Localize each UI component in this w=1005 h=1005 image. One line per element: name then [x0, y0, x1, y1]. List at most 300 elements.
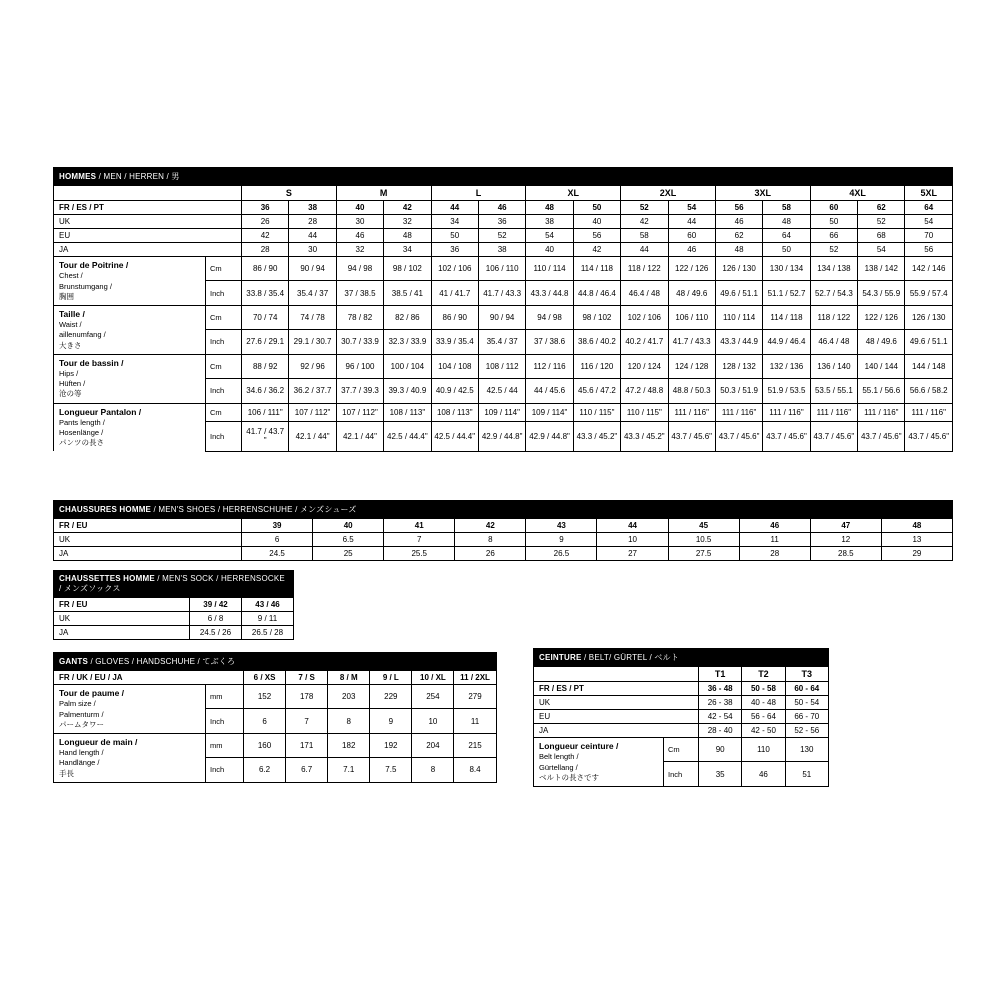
measurement-value: 111 / 116" [858, 403, 905, 421]
size-value: 50 [810, 215, 857, 229]
measurement-value: 46.4 / 48 [810, 330, 857, 354]
men-measurement-row-cm [54, 403, 953, 421]
size-value: 62 [715, 229, 762, 243]
measurement-value: 110 / 115" [573, 403, 620, 421]
measurement-label: Taille / Waist / aillenumfang / 大きさ [54, 305, 206, 354]
row-label: FR / ES / PT [534, 682, 699, 696]
measurement-value: 29.1 / 30.7 [289, 330, 336, 354]
size-value: 58 [621, 229, 668, 243]
size-value: 7 [384, 533, 455, 547]
measurement-value: 43.7 / 45.6" [715, 421, 762, 451]
measurement-value: 126 / 130 [715, 257, 762, 281]
measurement-value: 43.3 / 45.2" [573, 421, 620, 451]
socks-section-header [54, 571, 294, 598]
size-value: 48 [763, 215, 810, 229]
size-category: 4XL [810, 186, 905, 201]
size-value: 36 [478, 215, 525, 229]
size-category: 5XL [905, 186, 953, 201]
measurement-value: 132 / 136 [763, 354, 810, 378]
measurement-value: 112 / 116 [526, 354, 573, 378]
size-value: 27.5 [668, 547, 739, 561]
measurement-label: Longueur ceinture / Belt length / Gürtellang / ベルトの長さです [534, 738, 664, 787]
measurement-value: 203 [328, 685, 370, 709]
measurement-value: 178 [286, 685, 328, 709]
measurement-value: 8 [412, 758, 454, 782]
measurement-value: 124 / 128 [668, 354, 715, 378]
measurement-value: 7 [286, 709, 328, 733]
size-category: 3XL [715, 186, 810, 201]
size-value: 54 [526, 229, 573, 243]
measurement-value: 111 / 116" [905, 403, 953, 421]
size-value: 58 [763, 201, 810, 215]
measurement-value: 37.7 / 39.3 [336, 379, 383, 403]
men-measurement-row-cm [54, 257, 953, 281]
size-value: 54 [858, 243, 905, 257]
size-value: 68 [858, 229, 905, 243]
measurement-value: 144 / 148 [905, 354, 953, 378]
measurement-value: 94 / 98 [526, 305, 573, 329]
size-value: 28 [739, 547, 810, 561]
men-size-row [54, 215, 953, 229]
measurement-value: 9 [370, 709, 412, 733]
measurement-value: 39.3 / 40.9 [384, 379, 431, 403]
measurement-value: 41.7 / 43.3 [478, 281, 525, 305]
size-value: 50 [431, 229, 478, 243]
row-label: EU [534, 710, 699, 724]
unit-inch: Inch [206, 709, 244, 733]
measurement-value: 88 / 92 [242, 354, 289, 378]
measurement-value: 49.6 / 51.1 [905, 330, 953, 354]
measurement-value: 130 [785, 738, 828, 762]
unit-inch: Inch [206, 281, 242, 305]
measurement-value: 90 [699, 738, 742, 762]
row-label: FR / EU [54, 598, 190, 612]
size-value: 36 [242, 201, 289, 215]
size-value: 52 - 56 [785, 724, 828, 738]
measurement-value: 51 [785, 762, 828, 786]
measurement-value: 44.9 / 46.4 [763, 330, 810, 354]
size-value: 12 [810, 533, 881, 547]
size-value: 42 [384, 201, 431, 215]
size-value: 42 [242, 229, 289, 243]
measurement-value: 108 / 112 [478, 354, 525, 378]
measurement-value: 42.9 / 44.8" [526, 421, 573, 451]
unit-cm: Cm [206, 354, 242, 378]
size-value: 40 - 48 [742, 696, 785, 710]
measurement-value: 41 / 41.7 [431, 281, 478, 305]
size-value: 43 [526, 519, 597, 533]
measurement-value: 140 / 144 [858, 354, 905, 378]
measurement-value: 126 / 130 [905, 305, 953, 329]
measurement-value: 42.1 / 44" [336, 421, 383, 451]
measurement-value: 54.3 / 55.9 [858, 281, 905, 305]
size-value: 9 [526, 533, 597, 547]
measurement-value: 8.4 [454, 758, 496, 782]
size-value: 28 [289, 215, 336, 229]
section-title: GANTS / GLOVES / HANDSCHUHE / てぶくろ [54, 653, 497, 671]
size-value: 8 [455, 533, 526, 547]
size-value: 7 / S [286, 671, 328, 685]
measurement-value: 42.9 / 44.8" [478, 421, 525, 451]
gloves-measurement-row-mm [54, 685, 497, 709]
measurement-value: 136 / 140 [810, 354, 857, 378]
size-value: 50 [573, 201, 620, 215]
size-value: 34 [384, 243, 431, 257]
measurement-value: 108 / 113" [431, 403, 478, 421]
measurement-value: 44.8 / 46.4 [573, 281, 620, 305]
measurement-value: 106 / 110 [668, 305, 715, 329]
size-value: 54 [668, 201, 715, 215]
size-value: 34 [431, 215, 478, 229]
section-title: CEINTURE / BELT/ GÜRTEL / ベルト [534, 649, 829, 667]
measurement-value: 108 / 113" [384, 403, 431, 421]
measurement-value: 40.2 / 41.7 [621, 330, 668, 354]
section-title: CHAUSSETTES HOMME / MEN'S SOCK / HERRENSOCKE / メンズソックス [54, 571, 294, 598]
size-category: XL [526, 186, 621, 201]
measurement-value: 109 / 114" [526, 403, 573, 421]
measurement-value: 52.7 / 54.3 [810, 281, 857, 305]
measurement-value: 122 / 126 [858, 305, 905, 329]
size-value: 9 / L [370, 671, 412, 685]
size-value: 32 [336, 243, 383, 257]
measurement-value: 86 / 90 [242, 257, 289, 281]
gloves-section-header [54, 653, 497, 671]
measurement-label: Longueur de main / Hand length / Handlänge / 手長 [54, 733, 206, 782]
measurement-value: 42.5 / 44 [478, 379, 525, 403]
measurement-value: 192 [370, 733, 412, 757]
size-value: 66 [810, 229, 857, 243]
measurement-value: 6 [244, 709, 286, 733]
size-value: 44 [621, 243, 668, 257]
measurement-label: Tour de Poitrine / Chest / Brunstumgang / 胸囲 [54, 257, 206, 306]
size-value: 13 [881, 533, 952, 547]
size-value: 43 / 46 [242, 598, 294, 612]
measurement-value: 110 / 114 [715, 305, 762, 329]
measurement-value: 120 / 124 [621, 354, 668, 378]
measurement-value: 70 / 74 [242, 305, 289, 329]
size-value: 6 [242, 533, 313, 547]
measurement-value: 43.3 / 44.8 [526, 281, 573, 305]
row-label: JA [54, 243, 242, 257]
measurement-value: 44 / 45.6 [526, 379, 573, 403]
row-label: FR / ES / PT [54, 201, 242, 215]
size-category: 2XL [621, 186, 716, 201]
size-category: M [336, 186, 431, 201]
measurement-value: 204 [412, 733, 454, 757]
size-value: 30 [289, 243, 336, 257]
measurement-value: 53.5 / 55.1 [810, 379, 857, 403]
measurement-value: 30.7 / 33.9 [336, 330, 383, 354]
measurement-value: 152 [244, 685, 286, 709]
size-value: 50 - 58 [742, 682, 785, 696]
measurement-value: 35.4 / 37 [289, 281, 336, 305]
measurement-value: 100 / 104 [384, 354, 431, 378]
measurement-value: 86 / 90 [431, 305, 478, 329]
mens-shoes-table [53, 500, 953, 561]
size-value: 40 [313, 519, 384, 533]
measurement-value: 42.1 / 44" [289, 421, 336, 451]
measurement-value: 109 / 114" [478, 403, 525, 421]
unit-cm: Cm [206, 305, 242, 329]
size-value: 38 [478, 243, 525, 257]
size-value: 9 / 11 [242, 612, 294, 626]
measurement-value: 51.1 / 52.7 [763, 281, 810, 305]
measurement-value: 74 / 78 [289, 305, 336, 329]
shoes-size-row [54, 533, 953, 547]
measurement-value: 114 / 118 [573, 257, 620, 281]
size-category: T3 [785, 667, 828, 682]
size-value: 64 [905, 201, 953, 215]
measurement-value: 171 [286, 733, 328, 757]
row-label: JA [54, 547, 242, 561]
size-value: 36 - 48 [699, 682, 742, 696]
measurement-value: 32.3 / 33.9 [384, 330, 431, 354]
unit-cm: Cm [664, 738, 699, 762]
measurement-value: 160 [244, 733, 286, 757]
size-value: 66 - 70 [785, 710, 828, 724]
measurement-value: 78 / 82 [336, 305, 383, 329]
size-value: 40 [573, 215, 620, 229]
size-value: 11 [739, 533, 810, 547]
spacer-cell [534, 667, 699, 682]
size-value: 42 [455, 519, 526, 533]
size-value: 26 - 38 [699, 696, 742, 710]
unit-inch: Inch [664, 762, 699, 786]
measurement-label: Tour de paume / Palm size / Palmenturm / パームタワー [54, 685, 206, 734]
socks-size-row [54, 598, 294, 612]
size-value: 60 - 64 [785, 682, 828, 696]
size-value: 46 [668, 243, 715, 257]
size-value: 38 [289, 201, 336, 215]
belt-measurement-row-cm [534, 738, 829, 762]
measurement-value: 111 / 116" [715, 403, 762, 421]
unit-inch: Inch [206, 421, 242, 451]
measurement-value: 6.2 [244, 758, 286, 782]
measurement-value: 47.2 / 48.8 [621, 379, 668, 403]
size-value: 32 [384, 215, 431, 229]
measurement-value: 50.3 / 51.9 [715, 379, 762, 403]
size-value: 6.5 [313, 533, 384, 547]
size-value: 28 - 40 [699, 724, 742, 738]
size-category: S [242, 186, 337, 201]
men-size-row [54, 243, 953, 257]
section-title: HOMMES / MEN / HERREN / 男 [54, 168, 953, 186]
size-value: 50 [763, 243, 810, 257]
measurement-value: 43.7 / 45.6" [810, 421, 857, 451]
size-value: 41 [384, 519, 455, 533]
measurement-value: 111 / 116" [810, 403, 857, 421]
measurement-value: 48 / 49.6 [858, 330, 905, 354]
measurement-value: 102 / 106 [621, 305, 668, 329]
measurement-value: 254 [412, 685, 454, 709]
size-value: 44 [668, 215, 715, 229]
measurement-value: 38.6 / 40.2 [573, 330, 620, 354]
measurement-value: 90 / 94 [478, 305, 525, 329]
size-value: 26 [455, 547, 526, 561]
size-value: 10 / XL [412, 671, 454, 685]
measurement-value: 118 / 122 [621, 257, 668, 281]
measurement-value: 34.6 / 36.2 [242, 379, 289, 403]
measurement-value: 107 / 112" [289, 403, 336, 421]
size-value: 25 [313, 547, 384, 561]
belt-size-category-row [534, 667, 829, 682]
measurement-value: 43.7 / 45.6" [763, 421, 810, 451]
measurement-value: 111 / 116" [763, 403, 810, 421]
measurement-value: 82 / 86 [384, 305, 431, 329]
size-value: 44 [289, 229, 336, 243]
measurement-value: 90 / 94 [289, 257, 336, 281]
row-label: FR / UK / EU / JA [54, 671, 244, 685]
size-value: 42 [621, 215, 668, 229]
belt-size-row [534, 696, 829, 710]
measurement-value: 43.3 / 45.2" [621, 421, 668, 451]
belt-size-row [534, 682, 829, 696]
shoes-size-row [54, 547, 953, 561]
measurement-value: 96 / 100 [336, 354, 383, 378]
belt-section-header [534, 649, 829, 667]
measurement-label: Tour de bassin / Hips / Hüften / 沧の等 [54, 354, 206, 403]
size-value: 39 [242, 519, 313, 533]
men-size-row [54, 229, 953, 243]
size-value: 42 - 50 [742, 724, 785, 738]
size-value: 48 [715, 243, 762, 257]
unit-inch: Inch [206, 330, 242, 354]
size-value: 38 [526, 215, 573, 229]
size-value: 48 [384, 229, 431, 243]
size-value: 45 [668, 519, 739, 533]
measurement-value: 42.5 / 44.4" [384, 421, 431, 451]
measurement-value: 98 / 102 [384, 257, 431, 281]
men-section-header [54, 168, 953, 186]
size-value: 28.5 [810, 547, 881, 561]
measurement-value: 45.6 / 47.2 [573, 379, 620, 403]
measurement-value: 98 / 102 [573, 305, 620, 329]
unit-inch: Inch [206, 758, 244, 782]
size-value: 39 / 42 [190, 598, 242, 612]
size-value: 44 [597, 519, 668, 533]
measurement-value: 27.6 / 29.1 [242, 330, 289, 354]
measurement-value: 55.9 / 57.4 [905, 281, 953, 305]
row-label: UK [54, 215, 242, 229]
belt-table [533, 648, 829, 787]
measurement-value: 40.9 / 42.5 [431, 379, 478, 403]
measurement-value: 37 / 38.5 [336, 281, 383, 305]
measurement-value: 104 / 108 [431, 354, 478, 378]
size-value: 56 - 64 [742, 710, 785, 724]
measurement-value: 215 [454, 733, 496, 757]
row-label: UK [54, 533, 242, 547]
size-value: 60 [810, 201, 857, 215]
measurement-value: 134 / 138 [810, 257, 857, 281]
measurement-value: 41.7 / 43.7 " [242, 421, 289, 451]
measurement-value: 110 [742, 738, 785, 762]
measurement-value: 43.3 / 44.9 [715, 330, 762, 354]
measurement-value: 114 / 118 [763, 305, 810, 329]
socks-size-row [54, 612, 294, 626]
measurement-value: 107 / 112" [336, 403, 383, 421]
measurement-value: 110 / 115" [621, 403, 668, 421]
size-value: 24.5 / 26 [190, 626, 242, 640]
measurement-value: 116 / 120 [573, 354, 620, 378]
size-value: 54 [905, 215, 953, 229]
size-value: 56 [715, 201, 762, 215]
size-value: 11 / 2XL [454, 671, 496, 685]
measurement-value: 42.5 / 44.4" [431, 421, 478, 451]
gloves-measurement-row-mm [54, 733, 497, 757]
size-value: 42 [573, 243, 620, 257]
mens-socks-table [53, 570, 294, 640]
men-measurement-row-cm [54, 305, 953, 329]
men-size-table [53, 167, 953, 452]
measurement-value: 46 [742, 762, 785, 786]
measurement-value: 92 / 96 [289, 354, 336, 378]
measurement-value: 102 / 106 [431, 257, 478, 281]
measurement-value: 36.2 / 37.7 [289, 379, 336, 403]
size-value: 10.5 [668, 533, 739, 547]
size-value: 46 [478, 201, 525, 215]
measurement-value: 128 / 132 [715, 354, 762, 378]
measurement-value: 55.1 / 56.6 [858, 379, 905, 403]
size-value: 56 [905, 243, 953, 257]
size-category: L [431, 186, 526, 201]
size-value: 50 - 54 [785, 696, 828, 710]
measurement-value: 49.6 / 51.1 [715, 281, 762, 305]
measurement-value: 106 / 111" [242, 403, 289, 421]
size-category: T1 [699, 667, 742, 682]
size-value: 6 / XS [244, 671, 286, 685]
size-value: 48 [526, 201, 573, 215]
measurement-value: 94 / 98 [336, 257, 383, 281]
row-label: UK [534, 696, 699, 710]
size-value: 52 [478, 229, 525, 243]
measurement-value: 37 / 38.6 [526, 330, 573, 354]
measurement-value: 38.5 / 41 [384, 281, 431, 305]
measurement-value: 11 [454, 709, 496, 733]
size-value: 24.5 [242, 547, 313, 561]
section-title: CHAUSSURES HOMME / MEN'S SHOES / HERRENSCHUHE / メンズシューズ [54, 501, 953, 519]
measurement-value: 48 / 49.6 [668, 281, 715, 305]
measurement-value: 33.9 / 35.4 [431, 330, 478, 354]
size-value: 26 [242, 215, 289, 229]
row-label: EU [54, 229, 242, 243]
measurement-value: 35.4 / 37 [478, 330, 525, 354]
size-value: 46 [336, 229, 383, 243]
measurement-value: 35 [699, 762, 742, 786]
measurement-value: 56.6 / 58.2 [905, 379, 953, 403]
socks-size-row [54, 626, 294, 640]
unit-cm: Cm [206, 403, 242, 421]
measurement-value: 182 [328, 733, 370, 757]
measurement-value: 142 / 146 [905, 257, 953, 281]
size-value: 26.5 [526, 547, 597, 561]
size-value: 10 [597, 533, 668, 547]
size-value: 27 [597, 547, 668, 561]
row-label: JA [54, 626, 190, 640]
unit-mm: mm [206, 685, 244, 709]
measurement-value: 130 / 134 [763, 257, 810, 281]
measurement-value: 7.1 [328, 758, 370, 782]
men-size-category-row [54, 186, 953, 201]
size-value: 40 [336, 201, 383, 215]
unit-inch: Inch [206, 379, 242, 403]
measurement-value: 110 / 114 [526, 257, 573, 281]
size-value: 6 / 8 [190, 612, 242, 626]
measurement-value: 43.7 / 45.6" [668, 421, 715, 451]
gloves-table [53, 652, 497, 783]
measurement-value: 118 / 122 [810, 305, 857, 329]
measurement-value: 51.9 / 53.5 [763, 379, 810, 403]
measurement-value: 122 / 126 [668, 257, 715, 281]
